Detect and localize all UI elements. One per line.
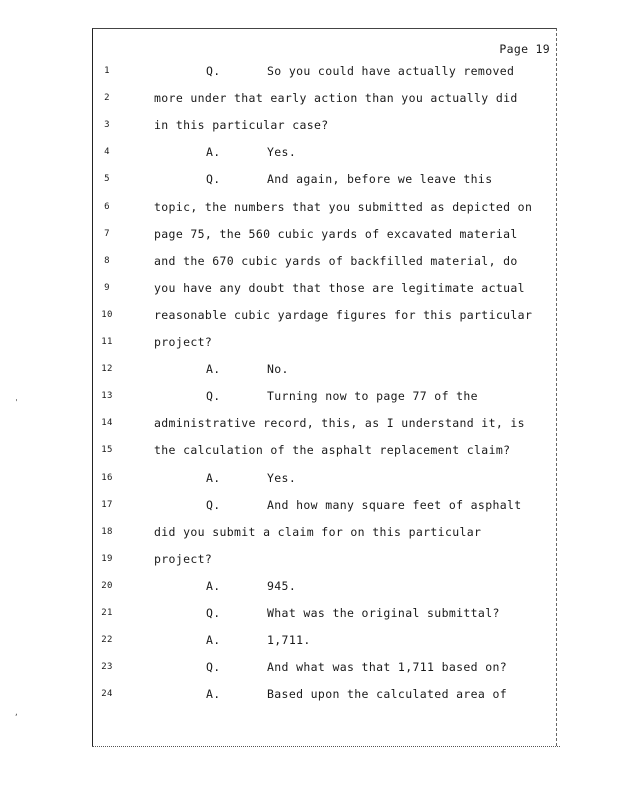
transcript-line (0, 498, 618, 516)
transcript-line (0, 633, 618, 651)
transcript-line (0, 362, 618, 380)
speaker-label: Q. (206, 172, 221, 187)
line-text: And how many square feet of asphalt (267, 497, 522, 512)
line-text: Turning now to page 77 of the (267, 389, 478, 404)
line-number: 2 (104, 93, 110, 104)
line-number: 5 (104, 174, 110, 185)
line-number: 12 (101, 364, 113, 375)
line-text: the calculation of the asphalt replacement claim? (154, 443, 511, 458)
line-text: Yes. (267, 470, 297, 485)
line-text: you have any doubt that those are legitimate actual (154, 280, 525, 295)
transcript-line (0, 254, 618, 272)
line-text: And what was that 1,711 based on? (267, 660, 508, 675)
speaker-label: Q. (206, 660, 221, 675)
transcript-line (0, 91, 618, 109)
line-text: and the 670 cubic yards of backfilled material, do (154, 253, 518, 268)
line-number: 9 (104, 282, 110, 293)
transcript-line (0, 579, 618, 597)
line-number: 10 (101, 309, 113, 320)
transcript-line (0, 471, 618, 489)
line-number: 22 (101, 635, 113, 646)
transcript-line (0, 552, 618, 570)
line-number: 15 (101, 445, 113, 456)
line-text: page 75, the 560 cubic yards of excavated material (154, 226, 518, 241)
line-text: administrative record, this, as I understand it, is (154, 416, 525, 431)
line-number: 23 (101, 662, 113, 673)
transcript-line (0, 200, 618, 218)
page-number: Page 19 (499, 42, 550, 56)
line-number: 18 (101, 526, 113, 537)
line-number: 14 (101, 418, 113, 429)
line-number: 21 (101, 608, 113, 618)
transcript-line (0, 660, 618, 678)
transcript-line (0, 145, 618, 163)
line-text: Yes. (267, 145, 297, 160)
line-number: 3 (104, 120, 110, 131)
line-number: 24 (101, 689, 113, 700)
transcript-line (0, 389, 618, 407)
line-text: topic, the numbers that you submitted as depicted on (154, 199, 533, 214)
transcript-line (0, 606, 618, 624)
line-text: What was the original submittal? (267, 606, 500, 620)
line-text: Based upon the calculated area of (267, 687, 508, 702)
speaker-label: Q. (206, 64, 221, 78)
line-number: 20 (101, 580, 113, 591)
line-text: 1,711. (267, 633, 311, 648)
transcript-line (0, 281, 618, 299)
line-text: reasonable cubic yardage figures for this particular (154, 307, 533, 322)
left-margin-mark: ' (14, 398, 19, 407)
transcript-line (0, 118, 618, 136)
line-text: No. (267, 362, 289, 377)
transcript-line (0, 525, 618, 543)
line-number: 11 (101, 337, 113, 347)
transcript-line (0, 227, 618, 245)
speaker-label: A. (206, 362, 221, 377)
line-number: 7 (104, 228, 110, 239)
transcript-line (0, 687, 618, 705)
line-text: So you could have actually removed (267, 64, 515, 78)
transcript-line (0, 308, 618, 326)
line-number: 19 (101, 553, 113, 564)
line-text: more under that early action than you actually did (154, 91, 518, 106)
left-margin-mark: , (14, 708, 19, 717)
line-text: 945. (267, 578, 297, 593)
speaker-label: A. (206, 633, 221, 648)
line-number: 1 (104, 66, 110, 76)
speaker-label: A. (206, 145, 221, 160)
speaker-label: A. (206, 687, 221, 702)
speaker-label: A. (206, 578, 221, 593)
transcript-line (0, 335, 618, 353)
transcript-line (0, 64, 618, 82)
line-number: 13 (101, 391, 113, 402)
line-number: 17 (101, 499, 113, 510)
line-number: 16 (101, 472, 113, 483)
speaker-label: A. (206, 470, 221, 485)
speaker-label: Q. (206, 497, 221, 512)
speaker-label: Q. (206, 606, 221, 620)
line-text: in this particular case? (154, 118, 329, 133)
speaker-label: Q. (206, 389, 221, 404)
transcript-line (0, 416, 618, 434)
transcript-line (0, 443, 618, 461)
line-text: project? (154, 551, 213, 566)
transcript-line (0, 172, 618, 190)
line-text: And again, before we leave this (267, 172, 493, 187)
page-bottom-border (92, 746, 560, 747)
line-number: 6 (104, 201, 110, 212)
line-number: 4 (104, 147, 110, 158)
line-text: project? (154, 335, 213, 349)
line-text: did you submit a claim for on this particular (154, 524, 482, 539)
line-number: 8 (104, 255, 110, 266)
